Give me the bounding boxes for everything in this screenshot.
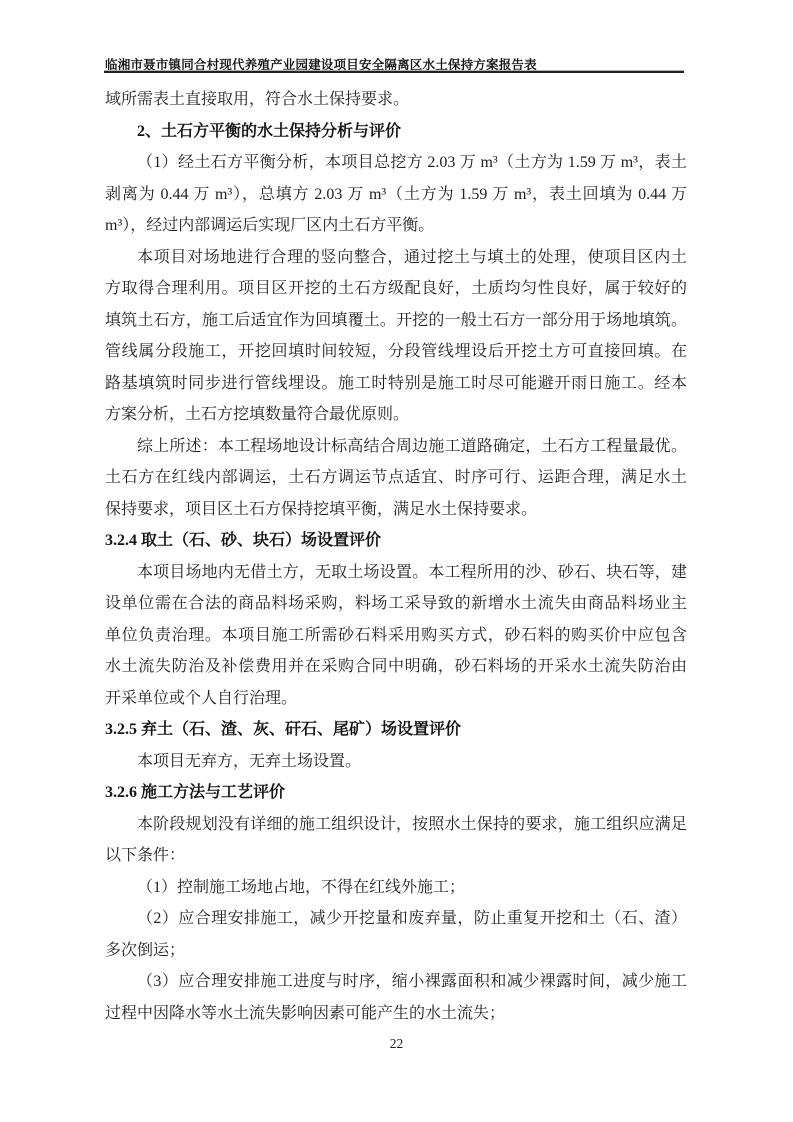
paragraph (105, 242, 687, 431)
paragraph (105, 903, 687, 966)
text-line: 以下条件： (105, 847, 186, 864)
section-heading (105, 777, 687, 809)
paragraph (105, 431, 687, 526)
text-line: 填筑土石方，施工后适宜作为回填覆土。开挖的一般土石方一部分用于场地填筑。 (105, 311, 687, 329)
text-line: 路基填筑时同步进行管线埋设。施工时特别是施工时尽可能避开雨日施工。经本 (105, 374, 687, 392)
text-line: 方案分析，土石方挖填数量符合最优原则。 (105, 406, 410, 423)
text-line: 域所需表土直接取用，符合水土保持要求。 (105, 91, 410, 108)
text-line: 综上所述：本工程场地设计标高结合周边施工道路确定，土石方工程量最优。 (137, 437, 687, 455)
section-heading (105, 525, 687, 557)
paragraph (105, 872, 687, 904)
section-heading (105, 714, 687, 746)
paragraph (105, 809, 687, 872)
header-rule (104, 70, 684, 73)
text-line: 水土流失防治及补偿费用并在采购合同中明确，砂石料场的开采水土流失防治由 (105, 658, 687, 675)
header-title: 临湘市聂市镇同合村现代养殖产业园建设项目安全隔离区水土保持方案报告表 (105, 58, 537, 72)
text-line: 本项目无弃方，无弃土场设置。 (137, 752, 362, 770)
paragraph (105, 966, 687, 1029)
text-line: 土石方在红线内部调运，土石方调运节点适宜、时序可行、运距合理，满足水土 (105, 469, 687, 486)
sub-heading (105, 116, 687, 148)
text-line: 本项目场地内无借土方，无取土场设置。本工程所用的沙、砂石、块石等，建 (137, 563, 687, 581)
paragraph (105, 557, 687, 715)
text-line: 3.2.5 弃土（石、渣、灰、矸石、尾矿）场设置评价 (105, 721, 462, 738)
text-line: 方取得合理利用。项目区开挖的土石方级配良好，土质均匀性良好，属于较好的 (105, 280, 687, 297)
text-line: 3.2.6 施工方法与工艺评价 (105, 784, 286, 801)
text-line: m³），经过内部调运后实现厂区内土石方平衡。 (105, 217, 435, 234)
text-line: 2、土石方平衡的水土保持分析与评价 (137, 122, 402, 140)
text-line: （1）控制施工场地占地，不得在红线外施工； (137, 878, 466, 896)
paragraph (105, 84, 687, 116)
text-line: 本阶段规划没有详细的施工组织设计，按照水土保持的要求，施工组织应满足 (137, 815, 687, 833)
text-line: 管线属分段施工，开挖回填时间较短，分段管线埋设后开挖土方可直接回填。在 (105, 343, 687, 360)
text-line: 设单位需在合法的商品料场采购，料场工采导致的新增水土流失由商品料场业主 (105, 595, 687, 612)
paragraph (105, 147, 687, 242)
document-body (105, 84, 687, 1029)
text-line: 单位负责治理。本项目施工所需砂石料采用购买方式，砂石料的购买价中应包含 (105, 626, 687, 644)
text-line: 3.2.4 取土（石、砂、块石）场设置评价 (105, 532, 382, 549)
text-line: 本项目对场地进行合理的竖向整合，通过挖土与填土的处理，使项目区内土 (137, 248, 687, 266)
text-line: 过程中因降水等水土流失影响因素可能产生的水土流失； (105, 1004, 506, 1022)
text-line: （2）应合理安排施工，减少开挖量和废弃量，防止重复开挖和土（石、渣） (137, 910, 687, 927)
text-line: 保持要求，项目区土石方保持挖填平衡，满足水土保持要求。 (105, 500, 538, 518)
text-line: （1）经土石方平衡分析，本项目总挖方 2.03 万 m³（土方为 1.59 万 m³，表土 (137, 154, 687, 171)
page-number: 22 (389, 1036, 404, 1051)
text-line: 剥离为 0.44 万 m³），总填方 2.03 万 m³（土方为 1.59 万 m³，表土回填为 0.44 万 (105, 185, 687, 203)
text-line: （3）应合理安排施工进度与时序，缩小裸露面积和减少裸露时间，减少施工 (137, 973, 687, 990)
paragraph (105, 746, 687, 778)
text-line: 多次倒运； (105, 941, 186, 959)
text-line: 开采单位或个人自行治理。 (105, 689, 298, 707)
